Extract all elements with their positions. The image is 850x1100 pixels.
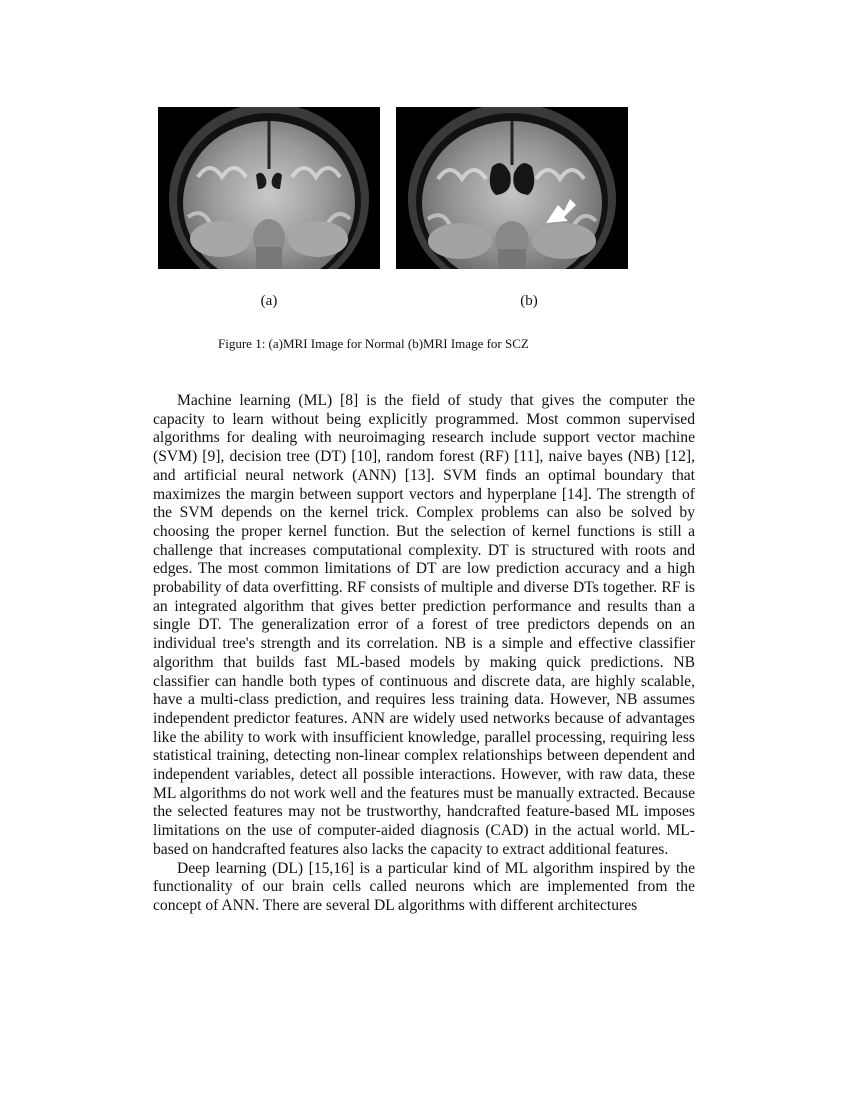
figure-label-b: (b) — [520, 293, 538, 309]
mri-normal-illustration — [158, 107, 380, 269]
paragraph-deep-learning: Deep learning (DL) [15,16] is a particular kind of ML algorithm inspired by the functionality of our brain cells called neurons which are implemented from the concept of ANN. There are several DL algorithms with different architectures — [153, 859, 695, 914]
mri-image-scz — [396, 107, 628, 269]
mri-scz-illustration — [396, 107, 628, 269]
body-text — [153, 392, 695, 916]
paragraph-machine-learning: Machine learning (ML) [8] is the field of study that gives the computer the capacity to learn without being explicitly programmed. Most common supervised algorithms for dealing with neuroimaging research include support vector machine (SVM) [9], decision tree (DT) [10], random forest (RF) [11], naive bayes (NB) [12], and artificial neural network (ANN) [13]. SVM finds an optimal boundary that maximizes the margin between support vectors and hyperplane [14]. The strength of the SVM depends on the kernel trick. Complex problems can also be solved by choosing the proper kernel function. But the selection of kernel functions is still a challenge that increases computational complexity. DT is structured with roots and edges. The most common limitations of DT are low prediction accuracy and a high probability of data overfitting. RF consists of multiple and diverse DTs together. RF is an integrated algorithm that gives better prediction performance and results than a single DT. The generalization error of a forest of tree predictors depends on an individual tree's strength and its correlation. NB is a simple and effective classifier algorithm that builds fast ML-based models by making quick predictions. NB classifier can handle both types of continuous and discrete data, are highly scalable, have a multi-class prediction, and requires less training data. However, NB assumes independent predictor features. ANN are widely used networks because of advantages like the ability to work with insufficient knowledge, parallel processing, requiring less statistical training, detecting non-linear complex relationships between dependent and independent variables, detect all possible interactions. However, with raw data, these ML algorithms do not work well and the features must be manually extracted. Because the selected features may not be trustworthy, handcrafted feature-based ML imposes limitations on the use of computer-aided diagnosis (CAD) in the actual world. ML-based on handcrafted features also lacks the capacity to extract additional features. — [153, 392, 695, 858]
figure-caption: Figure 1: (a)MRI Image for Normal (b)MRI Image for SCZ — [218, 336, 529, 351]
figure-label-a: (a) — [260, 293, 278, 309]
mri-image-normal — [158, 107, 380, 269]
